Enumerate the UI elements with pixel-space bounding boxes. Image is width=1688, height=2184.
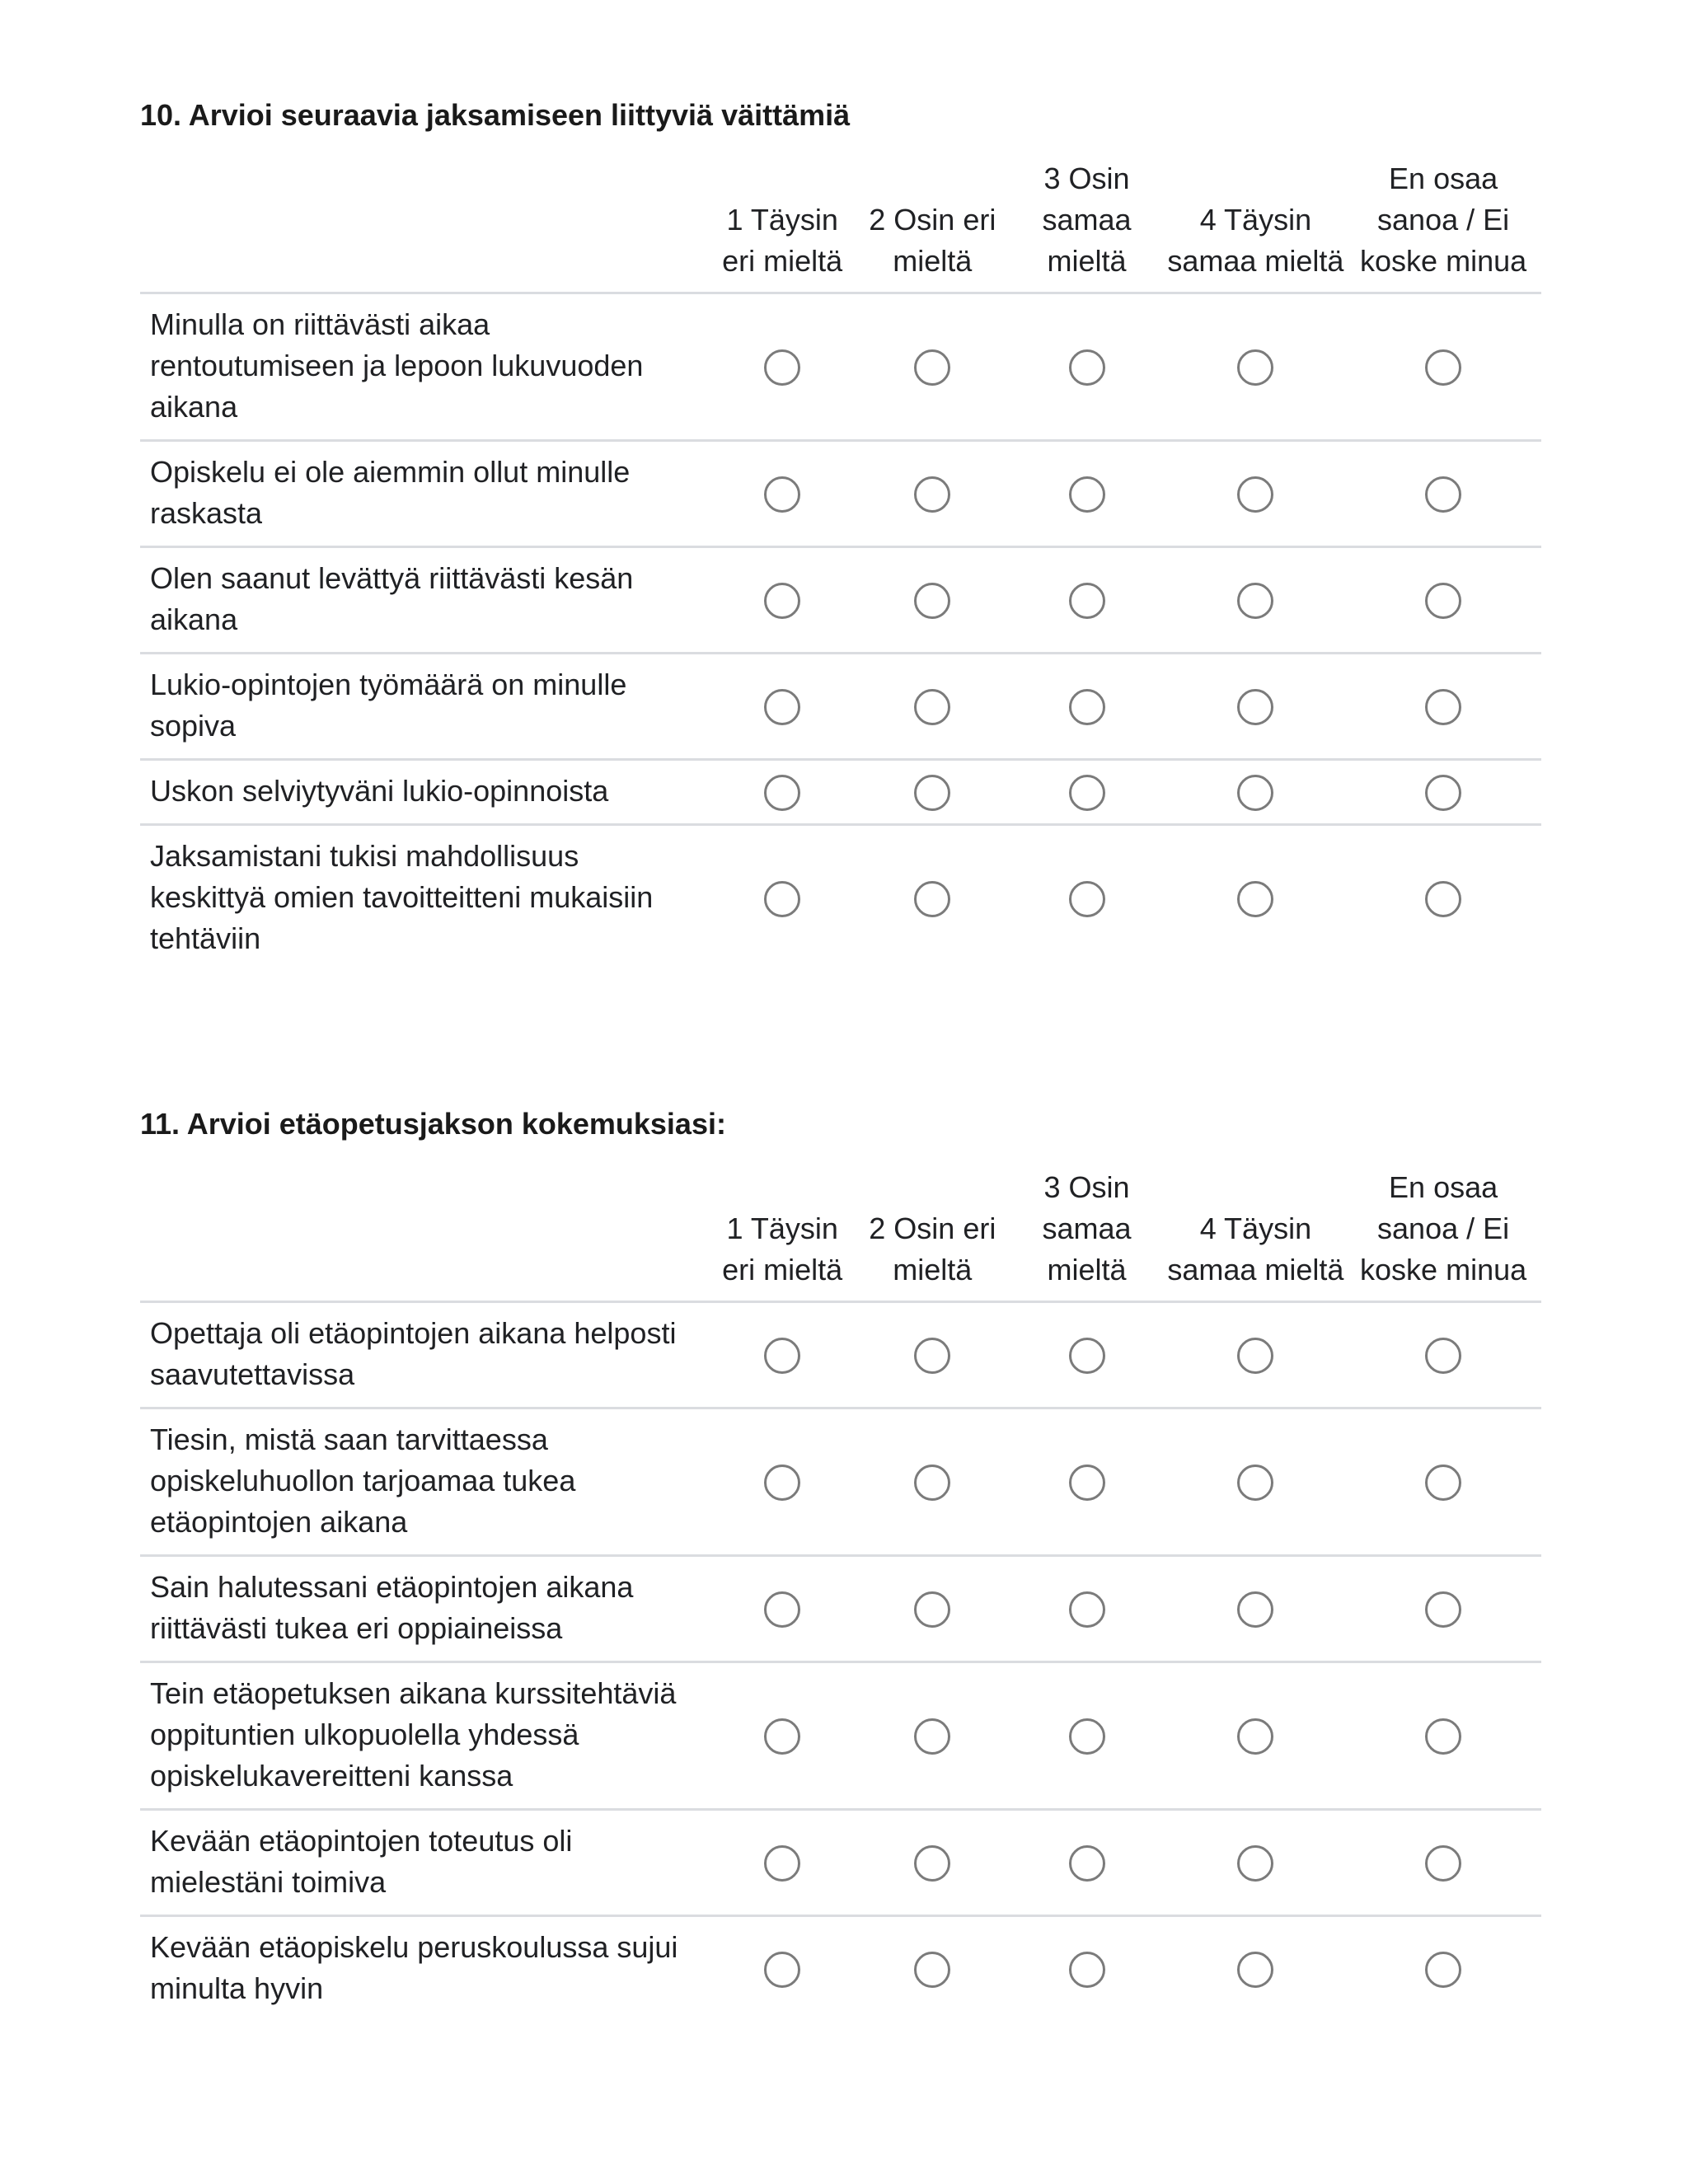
- radio-option-4[interactable]: [1237, 1591, 1273, 1628]
- radio-option-2[interactable]: [914, 689, 950, 725]
- row-statement: Minulla on riittävästi aikaa rentoutumiseen ja lepoon lukuvuoden aikana: [140, 293, 707, 441]
- grid-row: [140, 1408, 1541, 1556]
- grid-row: [140, 654, 1541, 760]
- radio-option-1[interactable]: [764, 689, 800, 725]
- row-statement: Uskon selviytyväni lukio-opinnoista: [140, 760, 707, 825]
- radio-option-4[interactable]: [1237, 476, 1273, 513]
- radio-option-3[interactable]: [1069, 1952, 1105, 1988]
- radio-option-5[interactable]: [1425, 1591, 1461, 1628]
- radio-option-1[interactable]: [764, 1718, 800, 1755]
- grid-row: [140, 1302, 1541, 1408]
- row-statement: Tiesin, mistä saan tarvittaessa opiskeluhuollon tarjoamaa tukea etäopintojen aikana: [140, 1408, 707, 1556]
- radio-option-1[interactable]: [764, 476, 800, 513]
- grid-row: [140, 1662, 1541, 1810]
- radio-option-5[interactable]: [1425, 476, 1461, 513]
- radio-option-1[interactable]: [764, 1591, 800, 1628]
- radio-option-4[interactable]: [1237, 1718, 1273, 1755]
- radio-option-2[interactable]: [914, 1338, 950, 1374]
- scale-label-3: 3 Osin samaa mieltä: [1042, 162, 1132, 278]
- radio-option-3[interactable]: [1069, 1338, 1105, 1374]
- question-11: [140, 1106, 1541, 2021]
- row-statement: Olen saanut levättyä riittävästi kesän aikana: [140, 547, 707, 654]
- grid-row: [140, 1916, 1541, 2022]
- grid-row: [140, 760, 1541, 825]
- radio-option-4[interactable]: [1237, 881, 1273, 917]
- grid-row: [140, 547, 1541, 654]
- grid-header-row: [140, 158, 1541, 293]
- radio-option-5[interactable]: [1425, 1338, 1461, 1374]
- radio-option-5[interactable]: [1425, 775, 1461, 811]
- grid-row: [140, 293, 1541, 441]
- radio-option-3[interactable]: [1069, 1845, 1105, 1882]
- radio-option-4[interactable]: [1237, 1845, 1273, 1882]
- row-statement: Jaksamistani tukisi mahdollisuus keskittyä omien tavoitteitteni mukaisiin tehtäviin: [140, 825, 707, 972]
- radio-option-4[interactable]: [1237, 689, 1273, 725]
- grid-row: [140, 1556, 1541, 1662]
- likert-grid: [140, 158, 1541, 971]
- radio-option-1[interactable]: [764, 1465, 800, 1501]
- radio-option-2[interactable]: [914, 1952, 950, 1988]
- radio-option-1[interactable]: [764, 1338, 800, 1374]
- scale-label-3: 3 Osin samaa mieltä: [1042, 1170, 1132, 1286]
- radio-option-2[interactable]: [914, 1591, 950, 1628]
- radio-option-4[interactable]: [1237, 1465, 1273, 1501]
- radio-option-3[interactable]: [1069, 1591, 1105, 1628]
- question-title: 10. Arvioi seuraavia jaksamiseen liittyviä väittämiä: [140, 98, 851, 132]
- grid-row: [140, 1810, 1541, 1916]
- scale-label-1: 1 Täysin eri mieltä: [722, 203, 843, 278]
- radio-option-4[interactable]: [1237, 1952, 1273, 1988]
- row-statement: Opiskelu ei ole aiemmin ollut minulle raskasta: [140, 441, 707, 547]
- radio-option-3[interactable]: [1069, 583, 1105, 619]
- radio-option-2[interactable]: [914, 583, 950, 619]
- radio-option-1[interactable]: [764, 1845, 800, 1882]
- likert-grid: [140, 1167, 1541, 2021]
- radio-option-5[interactable]: [1425, 349, 1461, 386]
- radio-option-1[interactable]: [764, 349, 800, 386]
- radio-option-3[interactable]: [1069, 881, 1105, 917]
- grid-row: [140, 825, 1541, 972]
- radio-option-3[interactable]: [1069, 349, 1105, 386]
- grid-row: [140, 441, 1541, 547]
- radio-option-5[interactable]: [1425, 583, 1461, 619]
- row-statement: Sain halutessani etäopintojen aikana riittävästi tukea eri oppiaineissa: [140, 1556, 707, 1662]
- radio-option-3[interactable]: [1069, 775, 1105, 811]
- radio-option-5[interactable]: [1425, 689, 1461, 725]
- radio-option-1[interactable]: [764, 881, 800, 917]
- radio-option-5[interactable]: [1425, 1718, 1461, 1755]
- row-statement: Opettaja oli etäopintojen aikana helposti saavutettavissa: [140, 1302, 707, 1408]
- radio-option-2[interactable]: [914, 349, 950, 386]
- scale-label-2: 2 Osin eri mieltä: [869, 1212, 996, 1286]
- radio-option-5[interactable]: [1425, 1465, 1461, 1501]
- radio-option-3[interactable]: [1069, 689, 1105, 725]
- row-statement: Kevään etäopiskelu peruskoulussa sujui minulta hyvin: [140, 1916, 707, 2022]
- scale-label-5: En osaa sanoa / Ei koske minua: [1360, 162, 1527, 278]
- grid-header-row: [140, 1167, 1541, 1302]
- scale-label-1: 1 Täysin eri mieltä: [722, 1212, 843, 1286]
- radio-option-5[interactable]: [1425, 1845, 1461, 1882]
- scale-label-4: 4 Täysin samaa mieltä: [1167, 1212, 1344, 1286]
- row-statement: Tein etäopetuksen aikana kurssitehtäviä oppituntien ulkopuolella yhdessä opiskelukavereitteni kanssa: [140, 1662, 707, 1810]
- question-10: [140, 97, 1541, 971]
- radio-option-3[interactable]: [1069, 1465, 1105, 1501]
- radio-option-3[interactable]: [1069, 1718, 1105, 1755]
- radio-option-5[interactable]: [1425, 881, 1461, 917]
- radio-option-4[interactable]: [1237, 775, 1273, 811]
- radio-option-4[interactable]: [1237, 583, 1273, 619]
- radio-option-2[interactable]: [914, 775, 950, 811]
- question-title: 11. Arvioi etäopetusjakson kokemuksiasi:: [140, 1107, 726, 1141]
- radio-option-1[interactable]: [764, 583, 800, 619]
- statement-column-header: [140, 1167, 707, 1302]
- radio-option-1[interactable]: [764, 1952, 800, 1988]
- scale-label-4: 4 Täysin samaa mieltä: [1167, 203, 1344, 278]
- radio-option-2[interactable]: [914, 1718, 950, 1755]
- radio-option-2[interactable]: [914, 881, 950, 917]
- radio-option-4[interactable]: [1237, 349, 1273, 386]
- scale-label-5: En osaa sanoa / Ei koske minua: [1360, 1170, 1527, 1286]
- row-statement: Lukio-opintojen työmäärä on minulle sopiva: [140, 654, 707, 760]
- radio-option-1[interactable]: [764, 775, 800, 811]
- row-statement: Kevään etäopintojen toteutus oli mielestäni toimiva: [140, 1810, 707, 1916]
- radio-option-4[interactable]: [1237, 1338, 1273, 1374]
- radio-option-5[interactable]: [1425, 1952, 1461, 1988]
- radio-option-2[interactable]: [914, 476, 950, 513]
- scale-label-2: 2 Osin eri mieltä: [869, 203, 996, 278]
- radio-option-2[interactable]: [914, 1845, 950, 1882]
- radio-option-3[interactable]: [1069, 476, 1105, 513]
- statement-column-header: [140, 158, 707, 293]
- radio-option-2[interactable]: [914, 1465, 950, 1501]
